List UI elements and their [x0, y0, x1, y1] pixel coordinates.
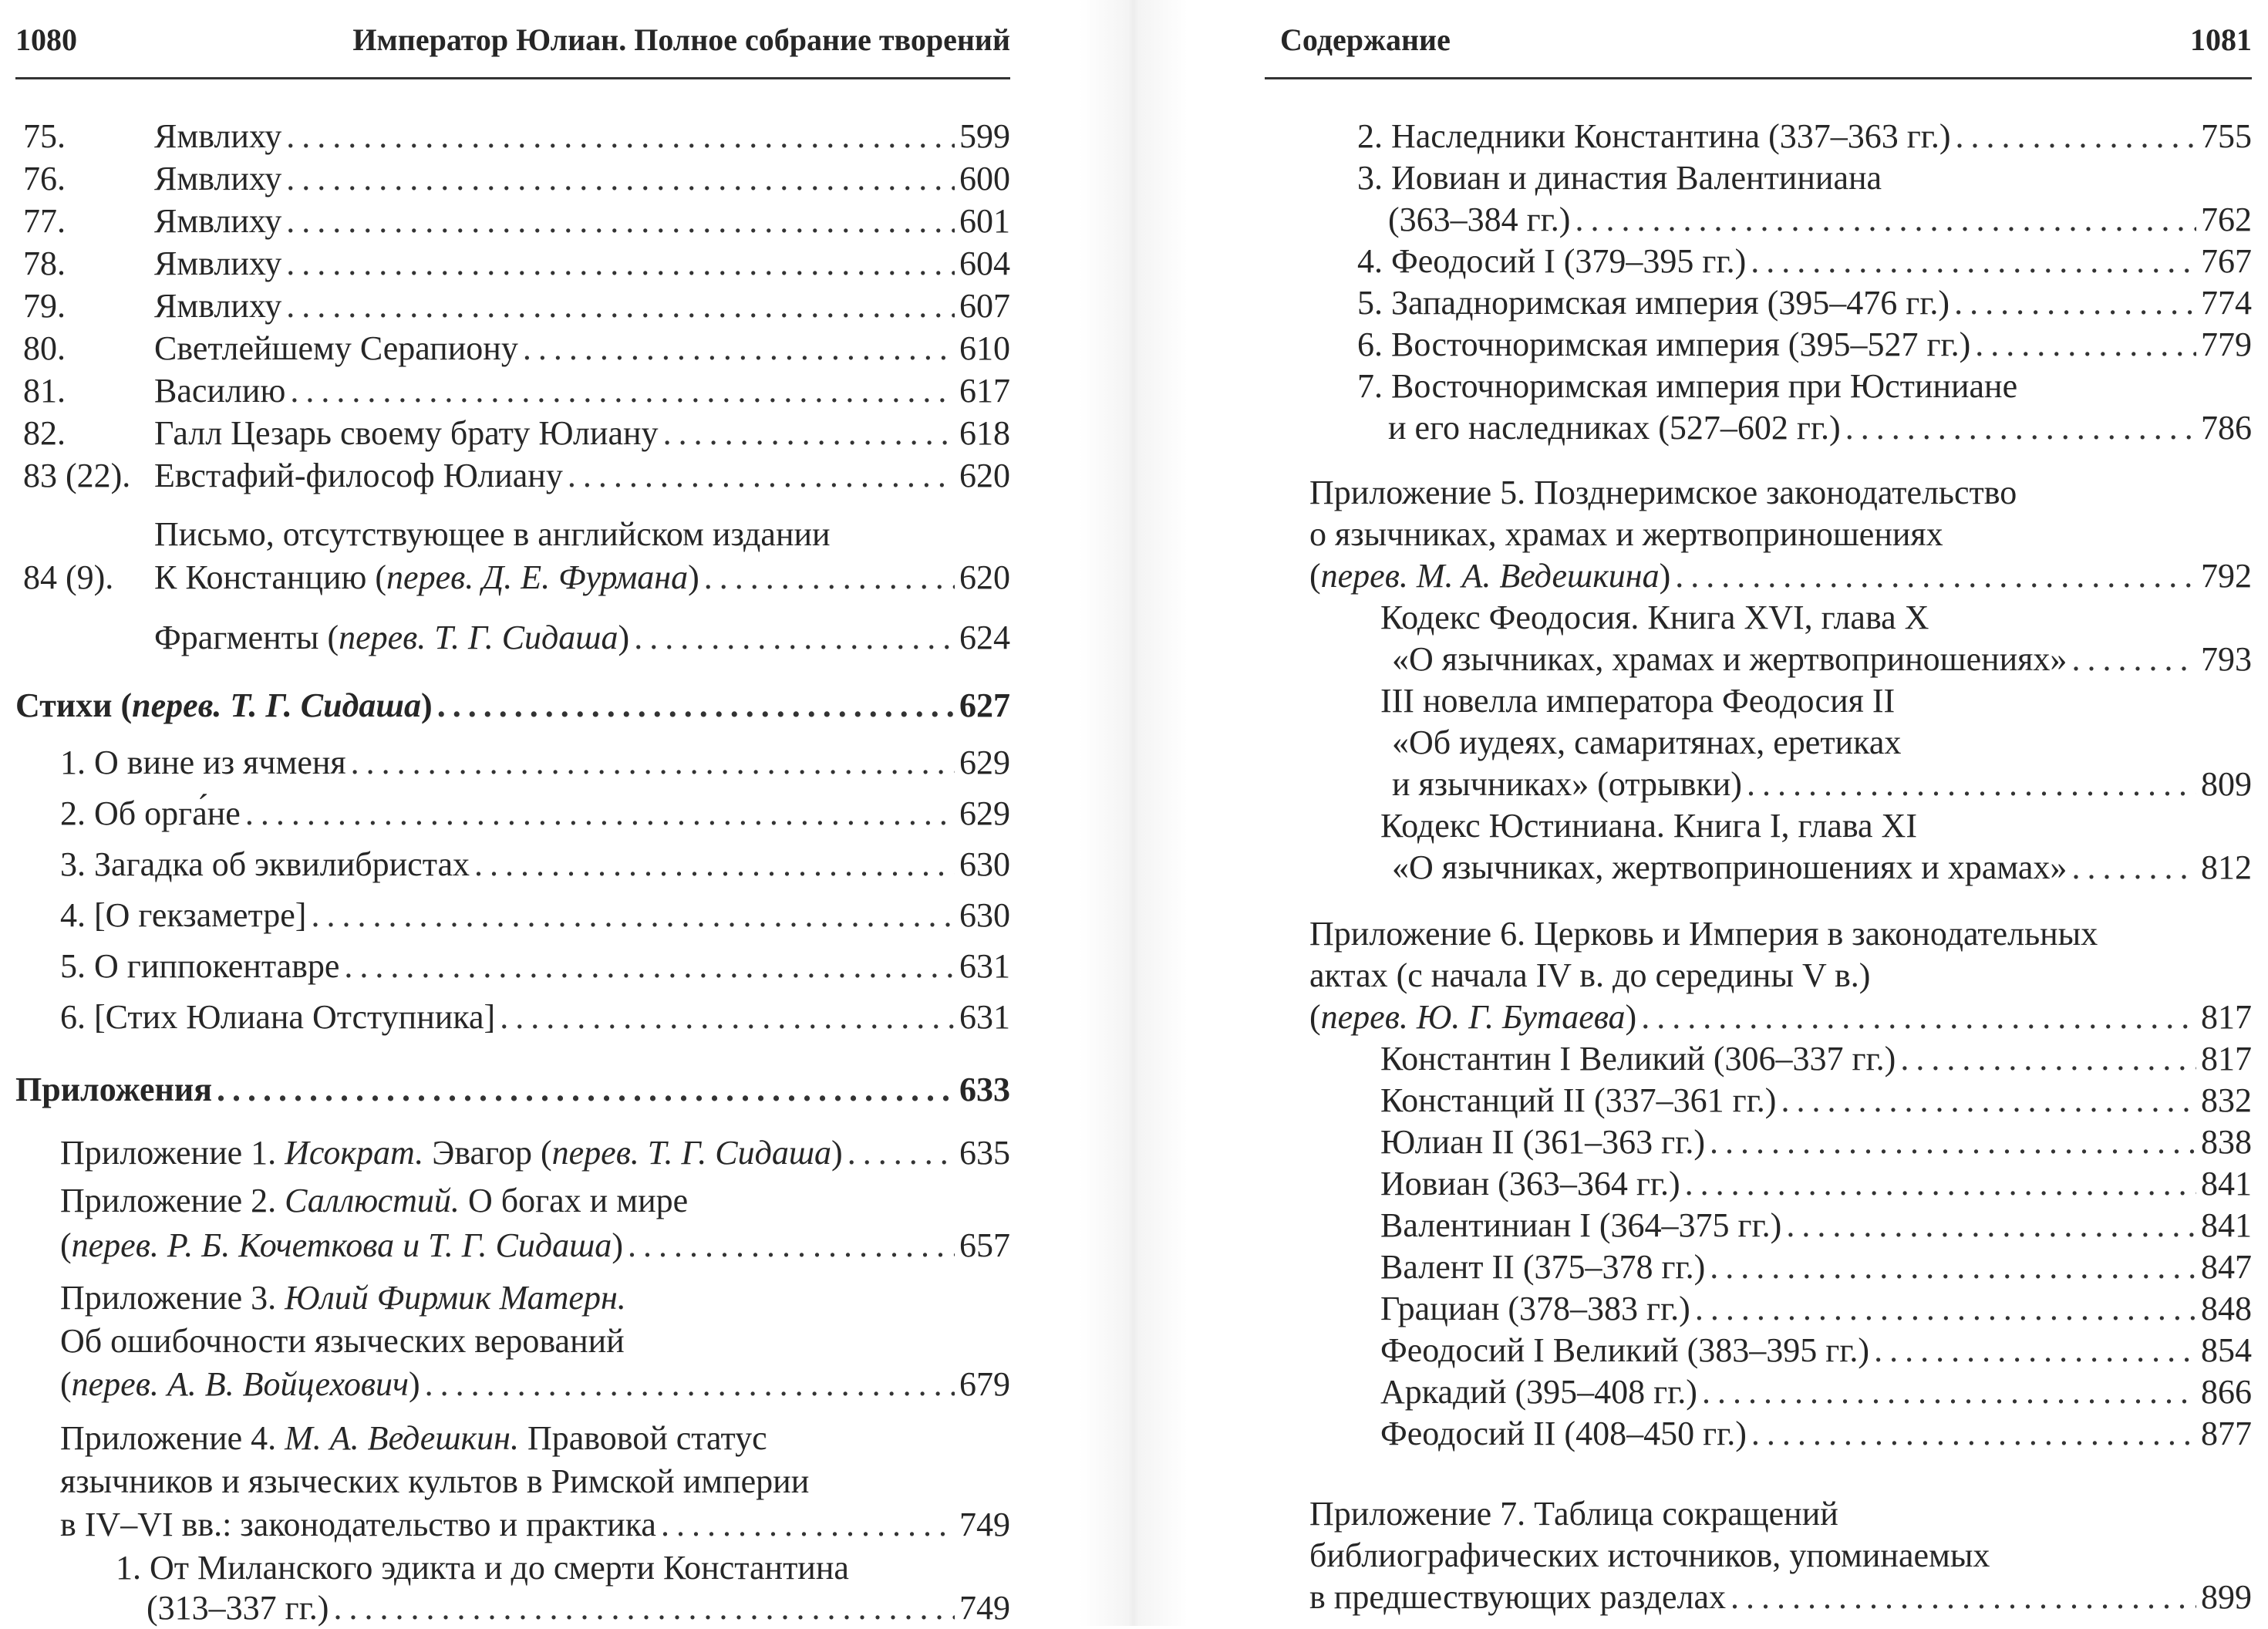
entry-page: 631: [959, 947, 1010, 985]
paren: (: [1309, 557, 1321, 595]
entry-number: 83 (22).: [23, 457, 131, 494]
toc-entry-continuation: [60, 1461, 1010, 1503]
entry-title: Приложение 5. Позднеримское законодательство: [1309, 474, 2017, 511]
toc-entry: [1309, 472, 2252, 514]
paren: ): [831, 1134, 843, 1172]
entry-title: Констанций II (337–361 гг.): [1380, 1081, 1777, 1119]
translator: перев. Ю. Г. Бутаева: [1320, 998, 1626, 1036]
toc-subentry-continuation: [147, 1587, 1010, 1629]
entry-title: [60, 1277, 626, 1319]
toc-entry: [60, 997, 1010, 1038]
title-text: Приложение 2.: [60, 1182, 285, 1219]
toc-entry-continuation: [1309, 555, 2252, 597]
title-text: Эвагор (: [423, 1134, 552, 1172]
toc-entry: [60, 1277, 1010, 1319]
entry-title: 4. Феодосий I (379–395 гг.): [1357, 242, 1747, 280]
entry-page: 599: [959, 117, 1010, 155]
toc-entry: [1309, 913, 2252, 955]
toc-entry-continuation: [1309, 514, 2252, 555]
paren: ): [618, 619, 630, 656]
entry-page: 604: [959, 245, 1010, 282]
toc-subentry: [1357, 366, 2252, 407]
entry-title: о язычниках, храмах и жертвоприношениях: [1309, 515, 1943, 553]
dot-leader: [1975, 324, 2196, 366]
toc-entry: [60, 895, 1010, 936]
entry-number: 82.: [23, 414, 66, 452]
entry-number: 80.: [23, 329, 66, 367]
dot-leader: [217, 1069, 955, 1111]
dot-leader: [351, 742, 955, 784]
paren: (: [60, 1365, 72, 1403]
entry-title: [1309, 555, 1670, 597]
dot-leader: [245, 793, 955, 835]
toc-subentry: [1380, 1163, 2252, 1205]
dot-leader: [1710, 1246, 2196, 1288]
toc-subentry: [1357, 282, 2252, 324]
paren: ): [612, 1226, 623, 1264]
entry-page: 866: [2201, 1373, 2252, 1411]
dot-leader: [663, 413, 955, 454]
dot-leader: [474, 844, 955, 885]
entry-page: 817: [2201, 1040, 2252, 1078]
right-running-header: [1249, 22, 2252, 65]
entry-page: 809: [2201, 765, 2252, 803]
toc-entry: [60, 793, 1010, 835]
translator: перев. Т. Г. Сидаша: [551, 1134, 832, 1172]
paren: ): [1625, 998, 1637, 1036]
translator: перев. Д. Е. Фурмана: [386, 558, 689, 596]
dot-leader: [704, 557, 955, 599]
entry-number: 84 (9).: [23, 558, 114, 596]
entry-page: 620: [959, 558, 1010, 596]
dot-leader: [290, 370, 955, 412]
entry-title: в IV–VI вв.: законодательство и практика: [60, 1506, 656, 1543]
entry-page: 762: [2201, 201, 2252, 238]
dot-leader: [848, 1132, 955, 1174]
dot-leader: [437, 685, 955, 727]
toc-entry-continuation: [1309, 1535, 2252, 1577]
entry-title: Константин I Великий (306–337 гг.): [1380, 1040, 1896, 1078]
toc-subentry: [1380, 1080, 2252, 1121]
entry-title: 3. Загадка об эквилибристах: [60, 845, 470, 883]
entry-title: актах (с начала IV в. до середины V в.): [1309, 956, 1871, 994]
dot-leader: [1956, 116, 2196, 157]
entry-title: [60, 1225, 623, 1266]
dot-leader: [1695, 1288, 2196, 1330]
entry-page: 657: [959, 1226, 1010, 1264]
entry-page: 793: [2201, 640, 2252, 678]
toc-entry: [1309, 1493, 2252, 1535]
author: Юлий Фирмик Матерн.: [285, 1279, 626, 1317]
toc-entry: [60, 1418, 1010, 1459]
dot-leader: [1845, 407, 2196, 449]
dot-leader: [1685, 1163, 2196, 1205]
translator: перев. Р. Б. Кочеткова и Т. Г. Сидаша: [71, 1226, 612, 1264]
entry-page: 877: [2201, 1415, 2252, 1452]
entry-title: 3. Иовиан и династия Валентиниана: [1357, 159, 1882, 197]
entry-title: [154, 617, 629, 659]
entry-title: Приложение 6. Церковь и Империя в законодательных: [1309, 915, 2098, 953]
toc-subentry: [1380, 1288, 2252, 1330]
title-text: О богах и мире: [459, 1182, 689, 1219]
dot-leader: [286, 201, 955, 242]
dot-leader: [1874, 1330, 2196, 1371]
dot-leader: [661, 1504, 955, 1546]
heading-title: [15, 685, 433, 727]
dot-leader: [286, 285, 955, 327]
toc-subentry: [1357, 157, 2252, 199]
toc-entry: [60, 742, 1010, 784]
heading-page: 627: [959, 686, 1010, 724]
entry-page: 755: [2201, 117, 2252, 155]
section-heading: [15, 1069, 1010, 1111]
title-text: Приложение 1.: [60, 1134, 285, 1172]
toc-entry: [23, 328, 1010, 369]
toc-entry: [60, 1132, 1010, 1174]
translator: перев. Т. Г. Сидаша: [339, 619, 618, 656]
title-text: Правовой статус: [518, 1419, 767, 1457]
toc-subentry: [1380, 1246, 2252, 1288]
entry-page: 779: [2201, 325, 2252, 363]
entry-title: [60, 1132, 843, 1174]
toc-entry: [23, 557, 1010, 599]
entry-title: Юлиан II (361–363 гг.): [1380, 1123, 1705, 1161]
entry-page: 774: [2201, 284, 2252, 322]
entry-title: [60, 1180, 688, 1222]
title-text: Приложение 4.: [60, 1419, 285, 1457]
toc-entry-continuation: [60, 1225, 1010, 1266]
left-page: [0, 0, 1026, 1626]
entry-page: 629: [959, 794, 1010, 832]
toc-entry: [23, 370, 1010, 412]
toc-subentry-continuation: [1388, 407, 2252, 449]
entry-page: 629: [959, 744, 1010, 781]
dot-leader: [1730, 1577, 2196, 1618]
entry-title: 5. Западноримская империя (395–476 гг.): [1357, 284, 1950, 322]
toc-subentry: [1380, 1121, 2252, 1163]
dot-leader: [634, 617, 955, 659]
paren: ): [421, 686, 433, 724]
section-heading: [15, 685, 1010, 727]
entry-page: 749: [959, 1589, 1010, 1627]
toc-subentry: [1380, 597, 2252, 639]
entry-title: «О язычниках, храмах и жертвоприношениях»: [1392, 640, 2067, 678]
toc-subentry: [1380, 805, 2252, 847]
toc-subentry: [1380, 1038, 2252, 1080]
entry-page: 601: [959, 202, 1010, 240]
toc-subentry: [1380, 1330, 2252, 1371]
entry-page: 832: [2201, 1081, 2252, 1119]
entry-title: Ямвлиху: [154, 245, 282, 282]
entry-page: 812: [2201, 848, 2252, 886]
section-note: [154, 514, 1010, 555]
entry-title: 2. Об орга́не: [60, 794, 241, 832]
dot-leader: [523, 328, 955, 369]
toc-entry-continuation: [1309, 997, 2252, 1038]
toc-entry: [23, 455, 1010, 497]
entry-page: 899: [2201, 1578, 2252, 1616]
entry-number: 77.: [23, 202, 66, 240]
entry-page: 630: [959, 845, 1010, 883]
entry-page: 631: [959, 998, 1010, 1036]
entry-page: 767: [2201, 242, 2252, 280]
paren: ): [409, 1365, 420, 1403]
toc-entry: [23, 413, 1010, 454]
entry-title: Евстафий-философ Юлиану: [154, 457, 563, 494]
entry-page: 600: [959, 160, 1010, 197]
entry-page: 792: [2201, 557, 2252, 595]
toc-subentry: [1380, 1413, 2252, 1455]
dot-leader: [1702, 1371, 2196, 1413]
author: Саллюстий.: [285, 1182, 460, 1219]
dot-leader: [1575, 199, 2196, 241]
toc-subentry: [116, 1547, 1010, 1589]
dot-leader: [333, 1587, 955, 1629]
right-header-rule: [1265, 77, 2252, 79]
entry-title: 4. [О гекзаметре]: [60, 896, 307, 934]
toc-entry: [23, 158, 1010, 200]
toc-entry-continuation: [60, 1504, 1010, 1546]
right-page: [1234, 0, 2267, 1626]
entry-title: Аркадий (395–408 гг.): [1380, 1373, 1697, 1411]
entry-title: Кодекс Юстиниана. Книга I, глава XI: [1380, 807, 1917, 845]
toc-subentry: [1357, 324, 2252, 366]
dot-leader: [1900, 1038, 2196, 1080]
entry-page: 610: [959, 329, 1010, 367]
book-gutter: [1080, 0, 1188, 1626]
left-page-number: 1080: [15, 22, 77, 57]
heading-title: Приложения: [15, 1071, 212, 1108]
entry-title: Галл Цезарь своему брату Юлиану: [154, 414, 659, 452]
author: М. А. Ведешкин.: [285, 1419, 519, 1457]
toc-subentry-continuation: [1392, 639, 2252, 680]
entry-title: Василию: [154, 372, 286, 410]
entry-page: 620: [959, 457, 1010, 494]
entry-title: [154, 557, 699, 599]
entry-title: III новелла императора Феодосия II: [1380, 682, 1896, 720]
entry-page: 786: [2201, 409, 2252, 447]
entry-title: (313–337 гг.): [147, 1589, 329, 1627]
paren: ): [688, 558, 699, 596]
dot-leader: [286, 158, 955, 200]
toc-entry: [60, 1180, 1010, 1222]
dot-leader: [500, 997, 955, 1038]
translator: перев. Т. Г. Сидаша: [132, 686, 422, 724]
entry-title: Валент II (375–378 гг.): [1380, 1248, 1706, 1286]
paren: ): [1659, 557, 1671, 595]
title-text: Приложение 3.: [60, 1279, 285, 1317]
toc-subentry-continuation: [1388, 199, 2252, 241]
entry-page: 624: [959, 619, 1010, 656]
right-running-title: Содержание: [1280, 22, 1451, 57]
author: Исократ.: [285, 1134, 424, 1172]
entry-page: 749: [959, 1506, 1010, 1543]
dot-leader: [568, 455, 955, 497]
translator: перев. А. В. Войцехович: [71, 1365, 409, 1403]
title-text: Фрагменты (: [154, 619, 339, 656]
dot-leader: [1751, 241, 2196, 282]
toc-subentry: [1380, 1371, 2252, 1413]
left-running-header: [15, 22, 1010, 65]
toc-subentry: [1357, 116, 2252, 157]
entry-title: 5. О гиппокентавре: [60, 947, 340, 985]
entry-title: [60, 1418, 767, 1459]
dot-leader: [1786, 1205, 2196, 1246]
dot-leader: [344, 946, 955, 987]
entry-page: 854: [2201, 1331, 2252, 1369]
translator: перев. М. А. Ведешкина: [1320, 557, 1660, 595]
entry-title: Феодосий I Великий (383–395 гг.): [1380, 1331, 1870, 1369]
dot-leader: [1781, 1080, 2196, 1121]
entry-title: Ямвлиху: [154, 160, 282, 197]
entry-title: в предшествующих разделах: [1309, 1578, 1727, 1616]
entry-title: 7. Восточноримская империя при Юстиниане: [1357, 367, 2018, 405]
toc-subentry: [1380, 1205, 2252, 1246]
entry-page: 617: [959, 372, 1010, 410]
toc-subentry: [1357, 241, 2252, 282]
entry-title: 2. Наследники Константина (337–363 гг.): [1357, 117, 1951, 155]
dot-leader: [311, 895, 955, 936]
toc-entry-continuation: [60, 1320, 1010, 1362]
entry-page: 679: [959, 1365, 1010, 1403]
dot-leader: [1675, 555, 2196, 597]
entry-title: Светлейшему Серапиону: [154, 329, 518, 367]
note-text: Письмо, отсутствующее в английском издании: [154, 515, 831, 553]
dot-leader: [286, 243, 955, 285]
left-header-rule: [15, 77, 1010, 79]
dot-leader: [2071, 639, 2196, 680]
entry-page: 817: [2201, 998, 2252, 1036]
dot-leader: [425, 1364, 955, 1405]
entry-page: 848: [2201, 1290, 2252, 1327]
entry-page: 635: [959, 1134, 1010, 1172]
entry-title: Кодекс Феодосия. Книга XVI, глава X: [1380, 599, 1929, 636]
toc-subentry-continuation: [1392, 722, 2252, 764]
toc-entry-continuation: [1309, 955, 2252, 997]
entry-number: 78.: [23, 245, 66, 282]
toc-entry-continuation: [60, 1364, 1010, 1405]
entry-page: 630: [959, 896, 1010, 934]
entry-title: 1. От Миланского эдикта и до смерти Константина: [116, 1549, 849, 1587]
entry-page: 841: [2201, 1206, 2252, 1244]
toc-entry-continuation: [1309, 1577, 2252, 1618]
title-text: Стихи (: [15, 686, 133, 724]
entry-page: 838: [2201, 1123, 2252, 1161]
entry-title: Феодосий II (408–450 гг.): [1380, 1415, 1747, 1452]
dot-leader: [1710, 1121, 2196, 1163]
entry-page: 618: [959, 414, 1010, 452]
heading-page: 633: [959, 1071, 1010, 1108]
entry-title: 1. О вине из ячменя: [60, 744, 346, 781]
entry-title: 6. Восточноримская империя (395–527 гг.): [1357, 325, 1971, 363]
paren: (: [1309, 998, 1321, 1036]
entry-number: 76.: [23, 160, 66, 197]
toc-subentry-continuation: [1392, 847, 2252, 889]
title-text: К Констанцию (: [154, 558, 387, 596]
entry-title: (363–384 гг.): [1388, 201, 1571, 238]
dot-leader: [286, 116, 955, 157]
entry-title: [60, 1364, 420, 1405]
entry-title: Иовиан (363–364 гг.): [1380, 1165, 1680, 1202]
entry-title: и его наследниках (527–602 гг.): [1388, 409, 1841, 447]
entry-number: 75.: [23, 117, 66, 155]
entry-page: 841: [2201, 1165, 2252, 1202]
entry-page: 847: [2201, 1248, 2252, 1286]
entry-title: язычников и языческих культов в Римской империи: [60, 1462, 810, 1500]
toc-entry: [23, 285, 1010, 327]
entry-title: «О язычниках, жертвоприношениях и храмах»: [1392, 848, 2067, 886]
toc-entry: [60, 946, 1010, 987]
paren: (: [60, 1226, 72, 1264]
entry-title: Приложение 7. Таблица сокращений: [1309, 1495, 1838, 1533]
entry-title: «Об иудеях, самаритянах, еретиках: [1392, 723, 1902, 761]
entry-title: Ямвлиху: [154, 287, 282, 325]
entry-title: [1309, 997, 1636, 1038]
entry-title: библиографических источников, упоминаемых: [1309, 1536, 1990, 1574]
entry-title: Валентиниан I (364–375 гг.): [1380, 1206, 1782, 1244]
toc-subentry-continuation: [1392, 764, 2252, 805]
dot-leader: [2071, 847, 2196, 889]
entry-title: Об ошибочности языческих верований: [60, 1322, 625, 1360]
dot-leader: [1641, 997, 2196, 1038]
entry-number: 79.: [23, 287, 66, 325]
toc-entry: [23, 116, 1010, 157]
dot-leader: [1954, 282, 2196, 324]
entry-page: 607: [959, 287, 1010, 325]
toc-entry: [154, 617, 1010, 659]
toc-entry: [23, 201, 1010, 242]
entry-title: 6. [Стих Юлиана Отступника]: [60, 998, 496, 1036]
entry-title: Грациан (378–383 гг.): [1380, 1290, 1690, 1327]
entry-title: и язычниках» (отрывки): [1392, 765, 1742, 803]
entry-title: Ямвлиху: [154, 117, 282, 155]
toc-entry: [60, 844, 1010, 885]
dot-leader: [1747, 764, 2196, 805]
entry-number: 81.: [23, 372, 66, 410]
dot-leader: [1751, 1413, 2196, 1455]
toc-subentry: [1380, 680, 2252, 722]
entry-title: Ямвлиху: [154, 202, 282, 240]
right-page-number: 1081: [2190, 22, 2252, 57]
dot-leader: [628, 1225, 955, 1266]
left-running-title: Император Юлиан. Полное собрание творений: [352, 22, 1010, 57]
toc-entry: [23, 243, 1010, 285]
